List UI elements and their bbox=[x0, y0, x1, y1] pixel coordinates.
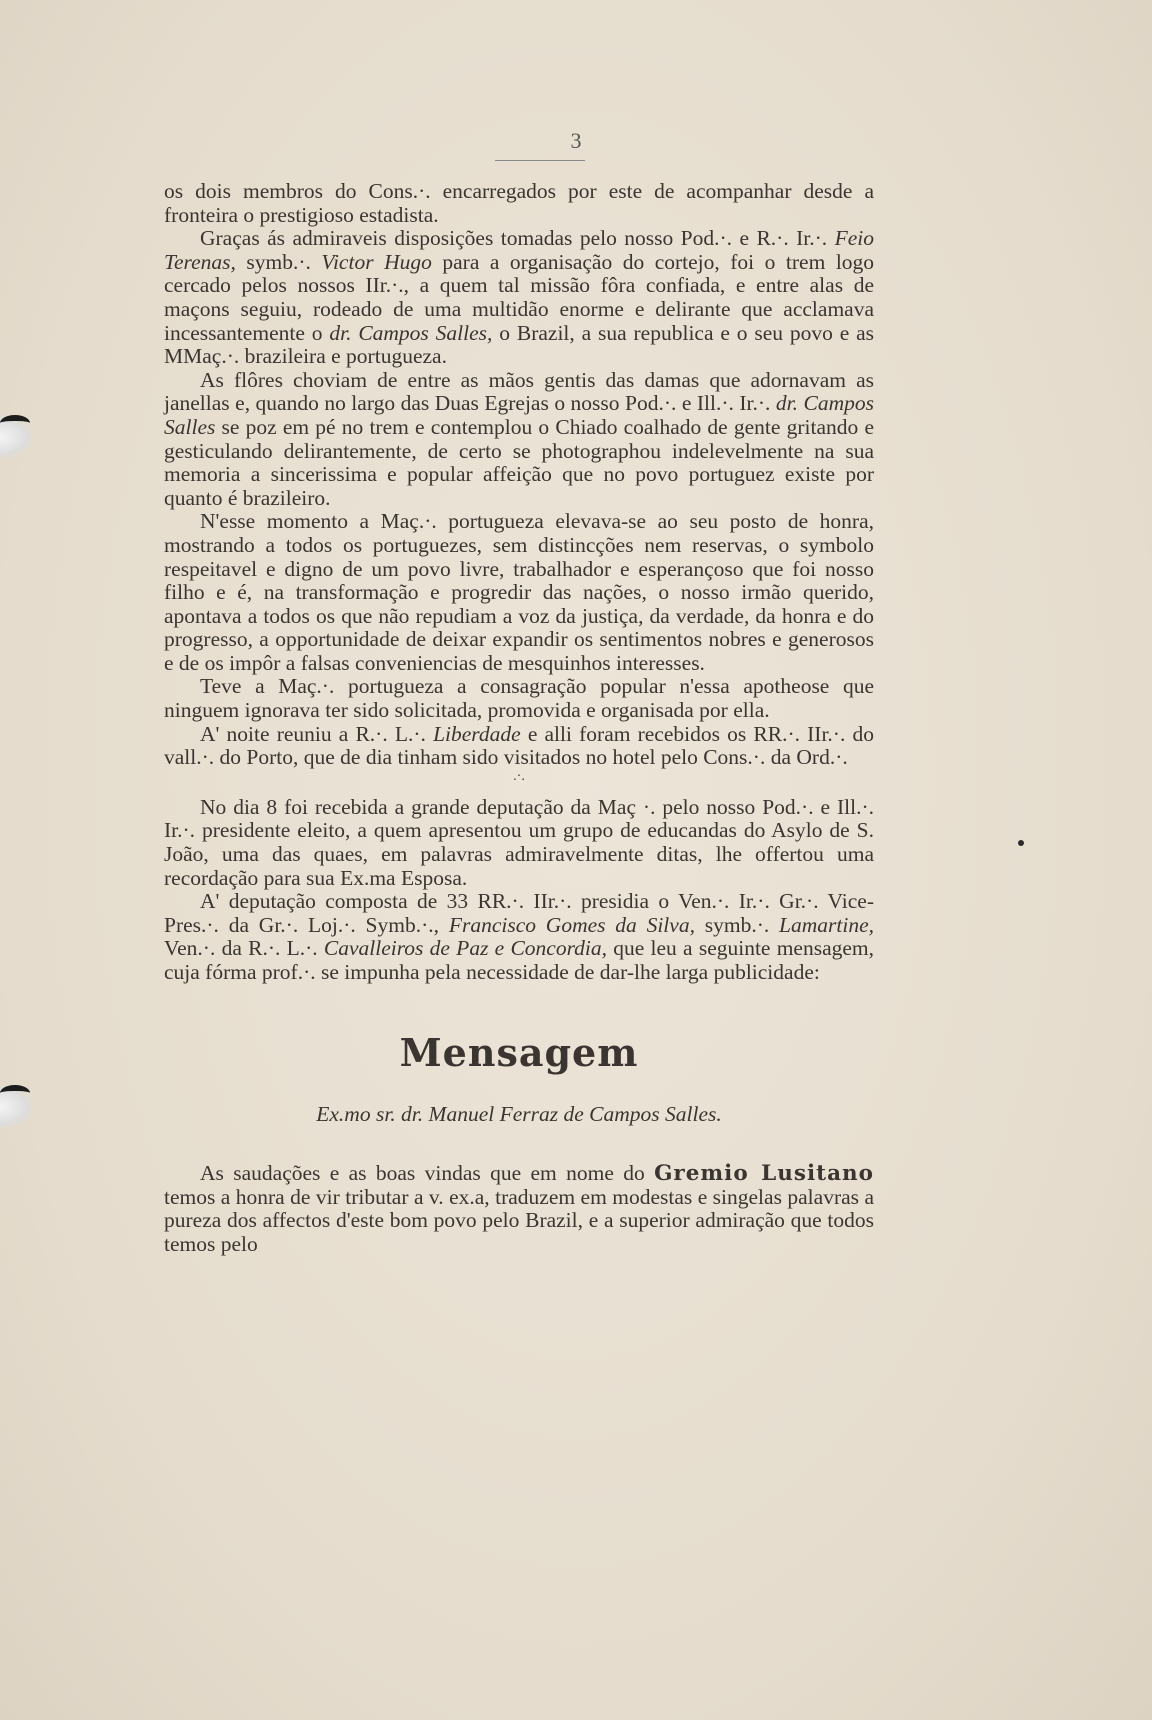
section-mark: .·. bbox=[513, 768, 525, 784]
paragraph: A' deputação composta de 33 RR.·. IIr.·. presidia o Ven.·. Ir.·. Gr.·. Vice-Pres.·. da Gr.·. Loj.·. Symb.·., Francisco Gomes da Silva, symb.·. Lamartine, Ven.·. da R.·. L.·. Cavalleiros de Paz e Concordia, que leu a seguinte mensagem, cuja fórma prof.·. se impunha pela necessidade de dar-lhe larga publicidade: bbox=[164, 889, 875, 984]
binding-hole bbox=[0, 1085, 34, 1129]
paragraph: Graças ás admiraveis disposições tomadas pelo nosso Pod.·. e R.·. Ir.·. Feio Terenas, symb.·. Victor Hugo para a organisação do cortejo, foi o trem logo cercado pelos nossos IIr.·., a quem tal missão fôra confiada, e entre alas de maçons seguiu, rodeado de uma multidão enorme e delirante que acclamava incessantemente o dr. Campos Salles, o Brazil, a sua republica e o seu povo e as MMaç.·. brazileira e portugueza. bbox=[164, 226, 875, 369]
body-text bbox=[164, 180, 874, 1257]
paragraph: No dia 8 foi recebida a grande deputação da Maç ·. pelo nosso Pod.·. e Ill.·. Ir.·. presidente eleito, a quem apresentou um grupo de educandas do Asylo de S. João, uma das quaes, em palavras admiravelmente ditas, lhe offertou uma recordação para sua Ex.ma Esposa. bbox=[164, 794, 874, 890]
paragraph: Teve a Maç.·. portugueza a consagração popular n'essa apotheose que ninguem ignorava ter sido solicitada, promovida e organisada por ella. bbox=[164, 674, 874, 723]
paragraph: A' noite reuniu a R.·. L.·. Liberdade e alli foram recebidos os RR.·. IIr.·. do vall.·. do Porto, que de dia tinham sido visitados no hotel pelo Cons.·. da Ord.·. bbox=[164, 721, 874, 770]
paragraph: N'esse momento a Maç.·. portugueza elevava-se ao seu posto de honra, mostrando a todos os portuguezes, sem distincções nem reservas, o symbolo respeitavel e digno de um povo livre, trabalhador e esperançoso que foi nosso filho e é, na transformação e progredir das nações, o nosso irmão querido, apontava a todos os que não repudiam a voz da justiça, da verdade, da honra e do progresso, a opportunidade de deixar expandir os sentimentos nobres e generosos e de os impôr a falsas conveniencias de mesquinhos interesses. bbox=[164, 509, 874, 675]
ink-speck bbox=[1018, 840, 1024, 846]
page-number-rule bbox=[495, 160, 585, 161]
paragraph: As saudações e as boas vindas que em nome do Gremio Lusitano temos a honra de vir tributar a v. ex.a, traduzem em modestas e singelas palavras a pureza dos affectos d'este bom povo pelo Brazil, e a superior admiração que todos temos pelo bbox=[164, 1161, 874, 1256]
paragraph: As flôres choviam de entre as mãos gentis das damas que adornavam as janellas e, quando no largo das Duas Egrejas o nosso Pod.·. e Ill.·. Ir.·. dr. Campos Salles se poz em pé no trem e contemplou o Chiado coalhado de gente gritando e gesticulando delirantemente, de certo se photographou indelevelmente na sua memoria a sincerissima e popular affeição que no povo portuguez existe por quanto é brazileiro. bbox=[164, 367, 875, 510]
organization-name: Gremio Lusitano bbox=[654, 1161, 874, 1187]
salutation: Ex.mo sr. dr. Manuel Ferraz de Campos Salles. bbox=[316, 1101, 722, 1126]
binding-hole bbox=[0, 415, 34, 459]
paragraph: os dois membros do Cons.·. encarregados por este de acompanhar desde a fronteira o prestigioso estadista. bbox=[164, 179, 874, 227]
page-number: 3 bbox=[570, 128, 582, 153]
section-heading: Mensagem bbox=[399, 1029, 639, 1075]
